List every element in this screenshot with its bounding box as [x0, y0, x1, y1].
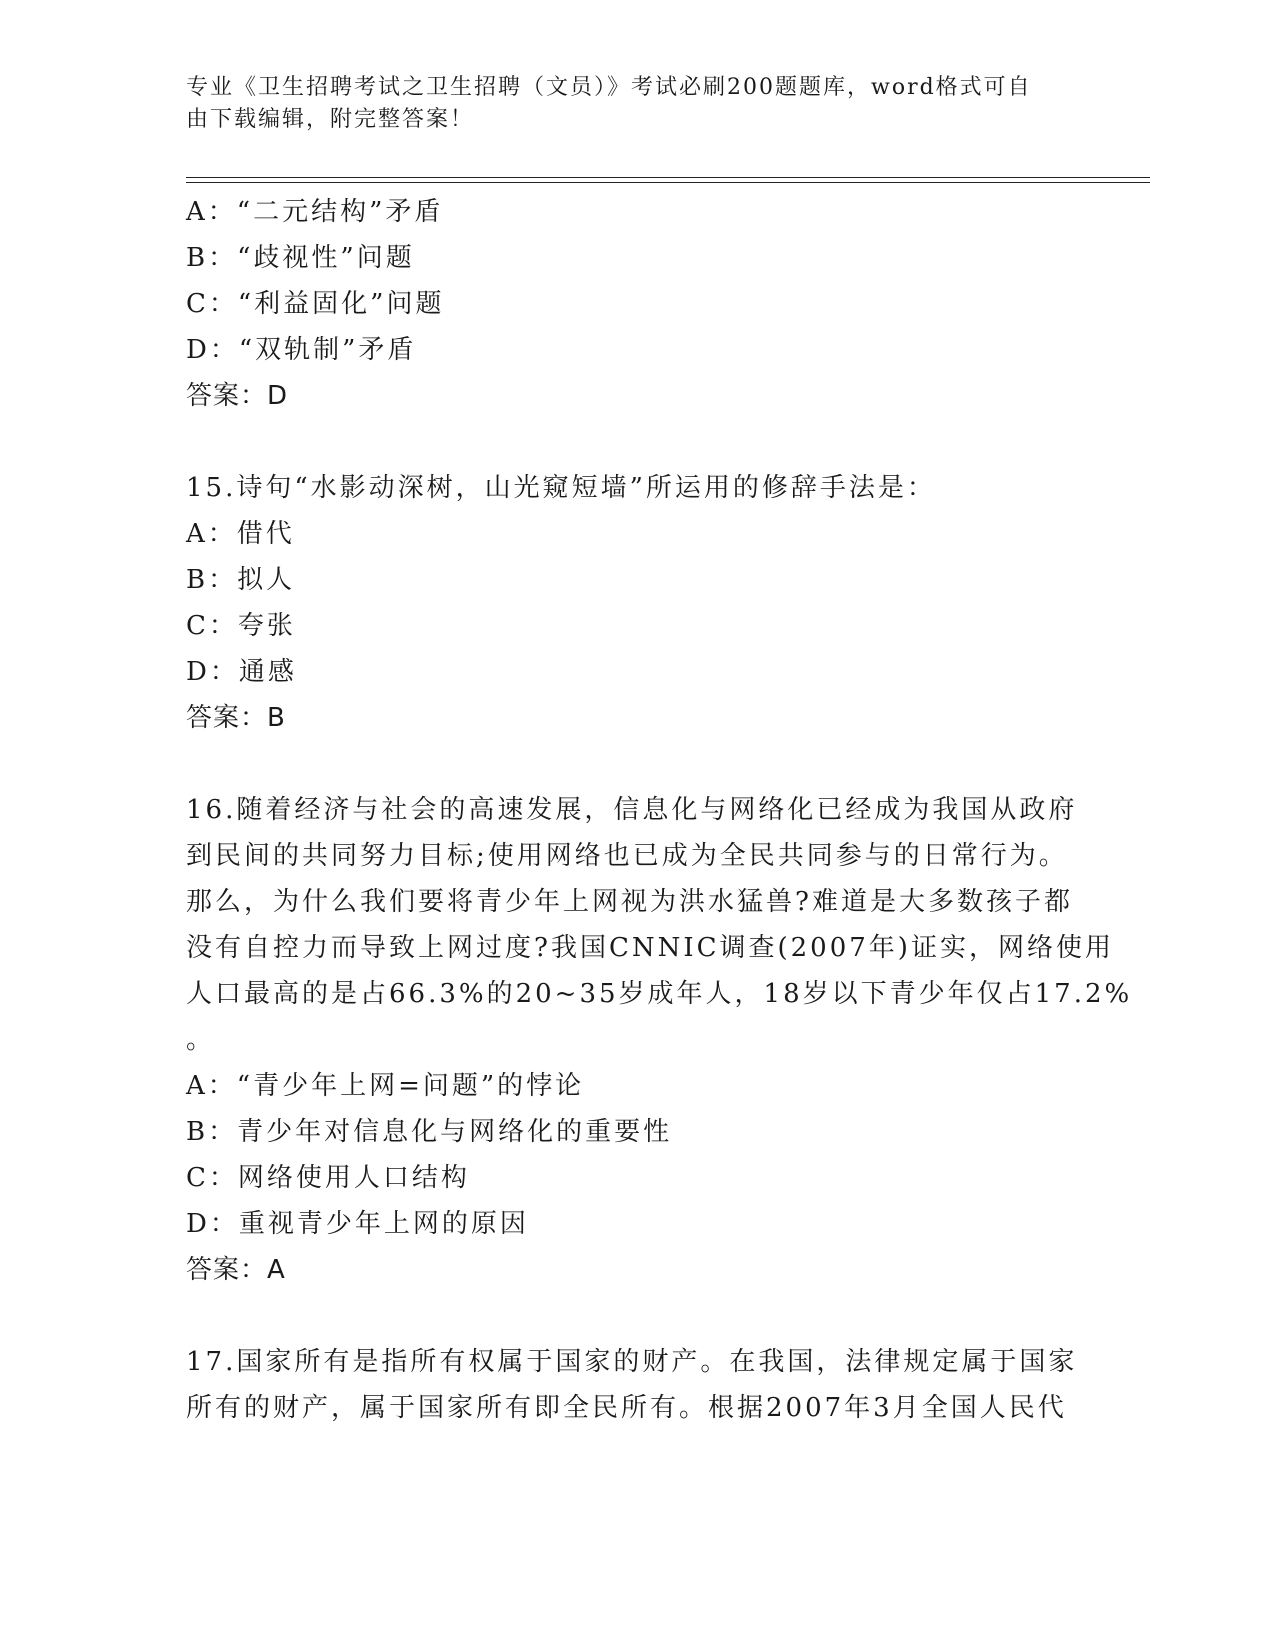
- question-stem-line: 那么，为什么我们要将青少年上网视为洪水猛兽?难道是大多数孩子都: [186, 887, 1073, 917]
- question-stem-line: 没有自控力而导致上网过度?我国CNNIC调查(2007年)证实，网络使用: [186, 933, 1114, 963]
- document-body: [186, 189, 1133, 1431]
- option-d: D：重视青少年上网的原因: [186, 1209, 529, 1239]
- answer: 答案：A: [186, 1255, 286, 1285]
- option-b: B：“歧视性”问题: [186, 243, 415, 273]
- option-c: C：网络使用人口结构: [186, 1163, 470, 1193]
- spacer: [186, 741, 1086, 787]
- question-stem: 15.诗句“水影动深树，山光窥短墙”所运用的修辞手法是：: [186, 473, 936, 503]
- question-stem-line: 17.国家所有是指所有权属于国家的财产。在我国，法律规定属于国家: [186, 1347, 1078, 1377]
- option-a: A：“青少年上网=问题”的悖论: [186, 1071, 585, 1101]
- option-b: B：青少年对信息化与网络化的重要性: [186, 1117, 673, 1147]
- question-14: [186, 189, 1086, 419]
- option-a: A：“二元结构”矛盾: [186, 197, 444, 227]
- header-line-1: 专业《卫生招聘考试之卫生招聘（文员）》考试必刷200题题库，word格式可自: [186, 75, 1032, 100]
- document-header: [186, 72, 1066, 136]
- spacer: [186, 1293, 1086, 1339]
- header-divider-top: [186, 177, 1150, 178]
- question-stem-line: 16.随着经济与社会的高速发展，信息化与网络化已经成为我国从政府: [186, 795, 1078, 825]
- option-d: D：“双轨制”矛盾: [186, 335, 417, 365]
- question-16: [186, 787, 1133, 1293]
- spacer: [186, 419, 1086, 465]
- option-d: D：通感: [186, 657, 297, 687]
- question-stem-line: 到民间的共同努力目标;使用网络也已成为全民共同参与的日常行为。: [186, 841, 1068, 871]
- question-stem-line: 所有的财产，属于国家所有即全民所有。根据2007年3月全国人民代: [186, 1393, 1067, 1423]
- question-stem-line: 。: [186, 1025, 216, 1055]
- question-15: [186, 465, 1086, 741]
- option-b: B：拟人: [186, 565, 296, 595]
- answer: 答案：B: [186, 703, 286, 733]
- question-17: [186, 1339, 1086, 1431]
- header-line-2: 由下载编辑，附完整答案！: [186, 107, 475, 132]
- option-c: C：夸张: [186, 611, 296, 641]
- answer: 答案：D: [186, 381, 289, 411]
- option-c: C：“利益固化”问题: [186, 289, 445, 319]
- option-a: A：借代: [186, 519, 295, 549]
- header-divider-bottom: [186, 182, 1150, 183]
- question-stem-line: 人口最高的是占66.3%的20~35岁成年人，18岁以下青少年仅占17.2%: [186, 979, 1133, 1009]
